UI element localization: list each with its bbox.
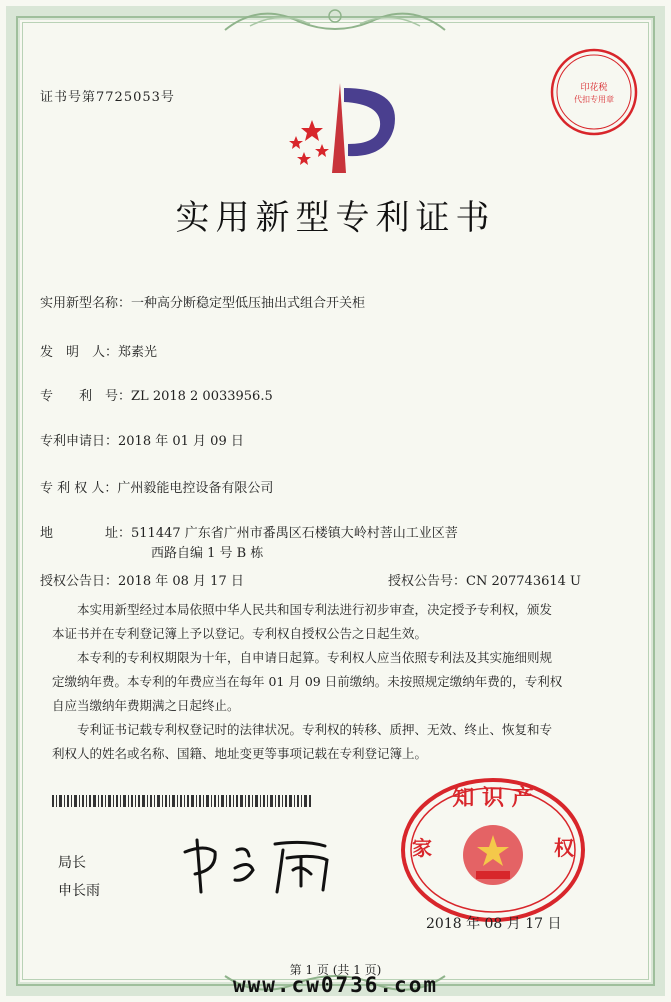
field-label: 实用新型名称：: [40, 296, 132, 311]
svg-text:知 识 产: 知 识 产: [452, 786, 534, 811]
issue-date: 2018 年 08 月 17 日: [426, 916, 562, 932]
body-line: 专利证书记载专利权登记时的法律状况。专利权的转移、质押、无效、终止、恢复和专: [77, 722, 553, 737]
field-value: 广州毅能电控设备有限公司: [117, 481, 274, 496]
field-utility-model-name: [40, 292, 365, 311]
tax-seal-icon: [548, 46, 640, 138]
signatory-name: 申长雨: [58, 883, 100, 899]
certificate-body: [52, 598, 632, 766]
svg-text:权: 权: [554, 836, 574, 860]
official-seal-icon: [398, 775, 588, 925]
field-filing-date: [40, 430, 244, 449]
watermark: www.cw0736.com: [232, 973, 438, 997]
field-value: 2018 年 08 月 17 日: [118, 574, 244, 589]
patent-office-logo-icon: [282, 78, 402, 178]
field-label: 专利申请日：: [40, 434, 119, 449]
body-line: 本专利的专利权期限为十年，自申请日起算。专利权人应当依照专利法及其实施细则规: [77, 650, 553, 665]
field-label: 专 利 号：: [40, 389, 132, 404]
field-label: 专 利 权 人：: [40, 481, 118, 496]
field-grant-number: [388, 570, 581, 589]
signatory-title: 局长: [58, 855, 86, 871]
field-label: 发 明 人：: [40, 345, 119, 360]
field-value: CN 207743614 U: [466, 574, 581, 589]
field-address: [40, 522, 458, 541]
field-value: 西路自编 1 号 B 栋: [151, 546, 264, 561]
field-value: 511447 广东省广州市番禺区石楼镇大岭村菩山工业区菩: [131, 526, 458, 541]
field-label: 授权公告号：: [388, 574, 467, 589]
field-address-line2: [151, 542, 263, 561]
field-value: 一种高分断稳定型低压抽出式组合开关柜: [131, 296, 366, 311]
body-line: 自应当缴纳年费期满之日起终止。: [52, 698, 240, 713]
field-value: ZL 2018 2 0033956.5: [131, 389, 273, 404]
svg-text:代扣专用章: 代扣专用章: [574, 95, 614, 104]
certificate-title: 实用新型专利证书: [175, 198, 496, 238]
body-line: 利权人的姓名或名称、国籍、地址变更等事项记载在专利登记簿上。: [52, 746, 428, 761]
field-label: 地 址：: [40, 526, 132, 541]
svg-text:印花税: 印花税: [580, 83, 608, 93]
field-inventor: [40, 341, 157, 360]
top-ornament-icon: [220, 2, 450, 36]
barcode-icon: [52, 795, 312, 807]
page-indicator: 第 1 页 (共 1 页): [289, 963, 382, 977]
field-label: 授权公告日：: [40, 574, 119, 589]
handwritten-signature-icon: [175, 830, 345, 900]
field-patent-number: [40, 385, 273, 404]
field-grant-date: [40, 570, 244, 589]
svg-text:家: 家: [412, 836, 432, 860]
field-patentee: [40, 477, 273, 496]
field-value: 郑素光: [118, 345, 158, 360]
field-value: 2018 年 01 月 09 日: [118, 434, 244, 449]
certificate-number: 证书号第7725053号: [40, 90, 175, 105]
body-line: 定缴纳年费。本专利的年费应当在每年 01 月 09 日前缴纳。未按照规定缴纳年费的，专利权: [52, 674, 563, 689]
body-line: 本实用新型经过本局依照中华人民共和国专利法进行初步审查，决定授予专利权，颁发: [77, 602, 553, 617]
body-line: 本证书并在专利登记簿上予以登记。专利权自授权公告之日起生效。: [52, 626, 428, 641]
